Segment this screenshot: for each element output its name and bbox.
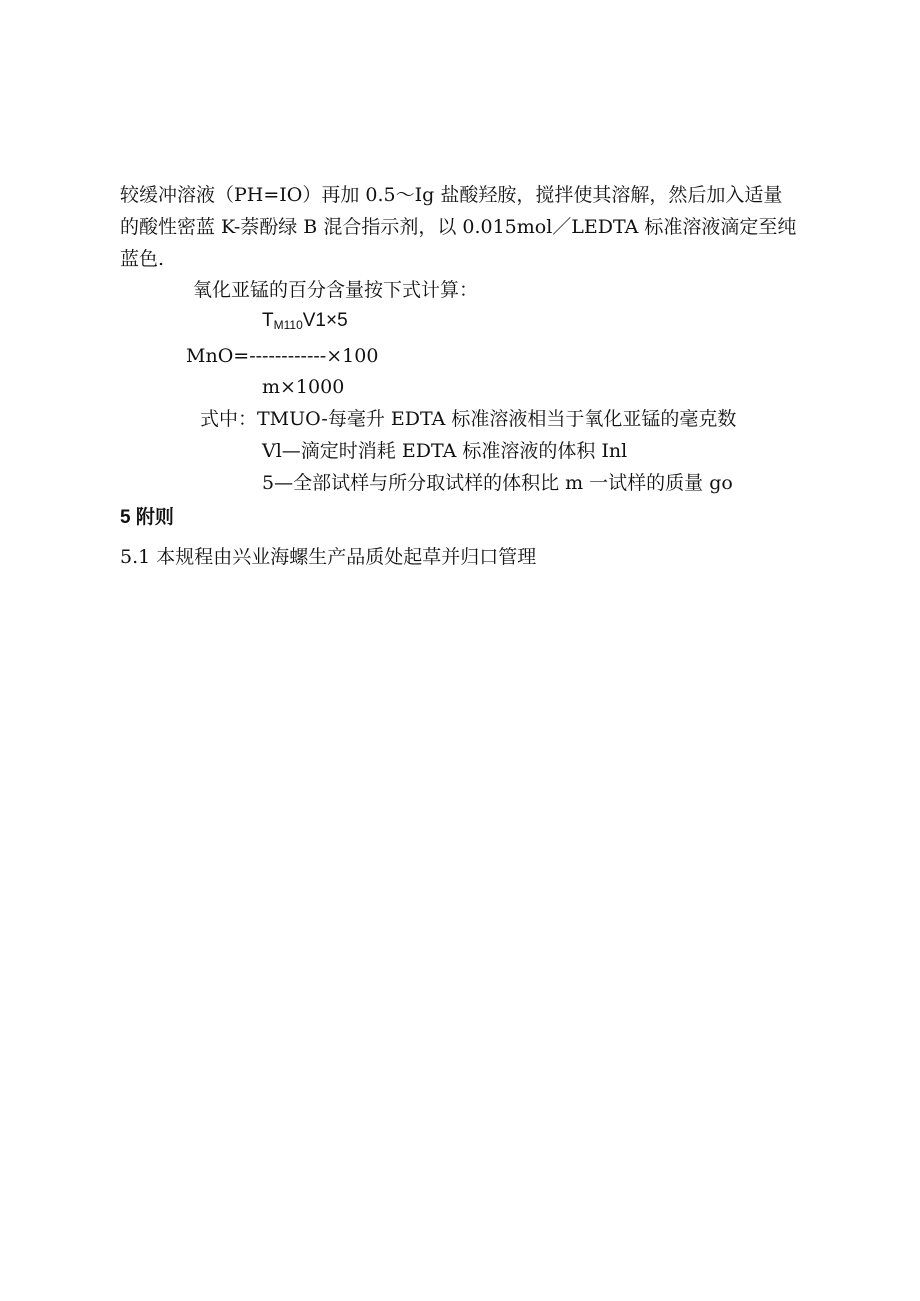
legend-line-3: 5—全部试样与所分取试样的体积比 m 一试样的质量 go	[262, 472, 733, 494]
calculation-intro: 氧化亚锰的百分含量按下式计算：	[193, 279, 479, 301]
paragraph-line-1: 较缓冲溶液（PH=IO）再加 0.5～Ig 盐酸羟胺，搅拌使其溶解，然后加入适量	[120, 184, 783, 206]
paragraph-line-2: 的酸性密蓝 K-萘酚绿 B 混合指示剂，以 0.015mol／LEDTA 标准溶液滴定至纯	[120, 216, 797, 238]
formula-numerator	[262, 310, 348, 336]
legend-line-1: 式中：TMUO-每毫升 EDTA 标准溶液相当于氧化亚锰的毫克数	[200, 408, 737, 430]
formula-numerator-suffix: V1×5	[302, 310, 348, 331]
formula-numerator-prefix: T	[262, 310, 274, 331]
formula-numerator-subscript: M110	[273, 318, 303, 332]
section-5-1-text: 5.1 本规程由兴业海螺生产品质处起草并归口管理	[120, 546, 537, 568]
paragraph-line-3: 蓝色.	[120, 248, 165, 270]
formula-main-line: MnO=------------×100	[186, 345, 379, 367]
section-5-heading: 5 附则	[120, 507, 174, 528]
legend-line-2: Vl—滴定时消耗 EDTA 标准溶液的体积 Inl	[262, 440, 628, 462]
formula-denominator: m×1000	[262, 376, 345, 398]
